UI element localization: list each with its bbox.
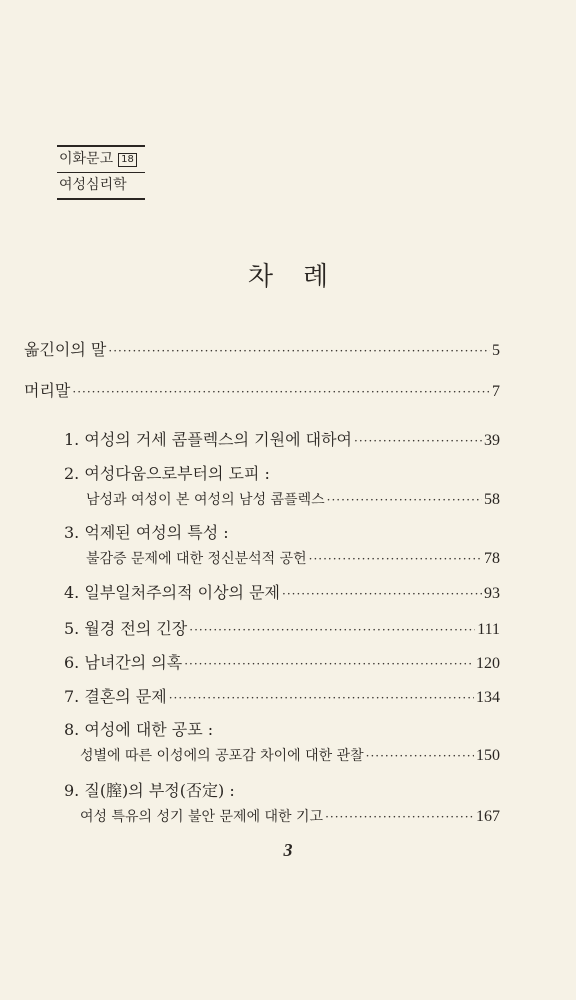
entry-page: 111: [477, 621, 500, 638]
entry-page: 7: [492, 383, 500, 400]
toc-heading-chapter-3: 3. 억제된 여성의 특성 :: [64, 523, 229, 542]
entry-page: 134: [476, 689, 500, 706]
series-name-line: [57, 147, 145, 172]
toc-entry-chapter-2[interactable]: [86, 490, 500, 510]
entry-title: 1. 여성의 거세 콤플렉스의 기원에 대하여: [64, 430, 352, 449]
toc-entry-translator-note[interactable]: [24, 340, 500, 361]
book-title: 여성심리학: [57, 172, 145, 198]
entry-title: 옮긴이의 말: [24, 340, 107, 359]
toc-entry-chapter-9[interactable]: [80, 807, 500, 827]
entry-title: 4. 일부일처주의적 이상의 문제: [64, 583, 281, 602]
page-number: 3: [283, 840, 293, 860]
toc-entry-chapter-3[interactable]: [86, 549, 500, 569]
entry-subtitle: 여성 특유의 성기 불안 문제에 대한 기고: [80, 809, 324, 825]
entry-page: 58: [484, 491, 500, 508]
series-number-badge: 18: [118, 153, 137, 167]
entry-page: 5: [492, 342, 500, 359]
entry-subtitle: 남성과 여성이 본 여성의 남성 콤플렉스: [86, 492, 325, 508]
leader-dots: [282, 584, 482, 604]
entry-title: 6. 남녀간의 의혹: [64, 653, 183, 672]
entry-page: 39: [484, 432, 500, 449]
toc-entry-chapter-6[interactable]: [64, 653, 500, 674]
toc-entry-chapter-7[interactable]: [64, 687, 500, 708]
leader-dots: [108, 341, 490, 361]
entry-page: 93: [484, 585, 500, 602]
leader-dots: [366, 746, 474, 766]
entry-subtitle: 성별에 따른 이성에의 공포감 차이에 대한 관찰: [80, 748, 364, 764]
toc-entry-chapter-5[interactable]: [64, 619, 500, 640]
toc-heading-chapter-2: 2. 여성다움으로부터의 도피 :: [64, 464, 270, 483]
leader-dots: [325, 807, 474, 827]
entry-subtitle: 불감증 문제에 대한 정신분석적 공헌: [86, 551, 307, 567]
toc-heading-chapter-9: 9. 질(膣)의 부정(否定) :: [64, 781, 235, 800]
toc-entry-preface[interactable]: [24, 381, 500, 402]
entry-page: 78: [484, 550, 500, 567]
entry-page: 120: [476, 655, 500, 672]
leader-dots: [189, 620, 475, 640]
entry-title: 5. 월경 전의 긴장: [64, 619, 188, 638]
leader-dots: [72, 382, 490, 402]
toc-heading-chapter-8: 8. 여성에 대한 공포 :: [64, 720, 214, 739]
entry-title: 7. 결혼의 문제: [64, 687, 167, 706]
leader-dots: [354, 431, 482, 451]
toc-title: 차례: [247, 262, 359, 292]
leader-dots: [169, 688, 474, 708]
leader-dots: [327, 490, 482, 510]
toc-entry-chapter-8[interactable]: [80, 746, 500, 766]
entry-page: 150: [476, 747, 500, 764]
toc-entry-chapter-4[interactable]: [64, 583, 500, 604]
leader-dots: [184, 654, 474, 674]
series-box: [57, 145, 145, 200]
leader-dots: [309, 549, 482, 569]
toc-entry-chapter-1[interactable]: [64, 430, 500, 451]
entry-title: 머리말: [24, 381, 71, 400]
series-name: 이화문고: [59, 151, 114, 167]
entry-page: 167: [476, 808, 500, 825]
